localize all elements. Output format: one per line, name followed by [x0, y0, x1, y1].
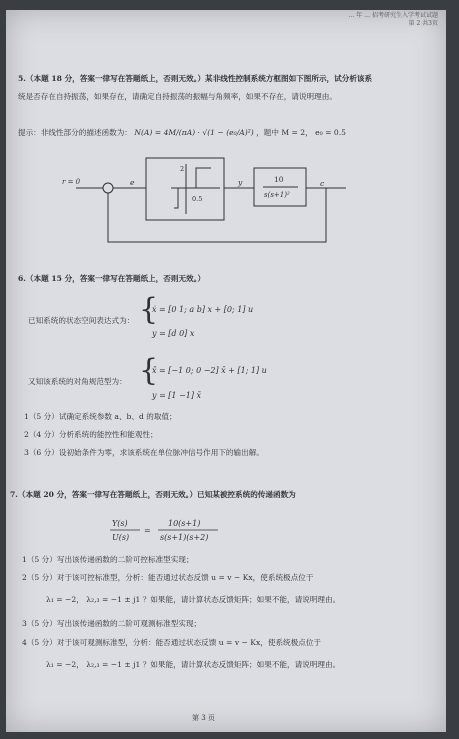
- plant-numerator: 10: [274, 175, 284, 184]
- q6-canon-eq2: y = [1 −1] x̄: [152, 391, 202, 400]
- error-label: e: [130, 178, 135, 187]
- relay-output-label: y: [238, 178, 243, 187]
- q7-item-2: 2（5 分）对于该可控标准型，分析：能否通过状态反馈 u = v − Kx，使系统极点位于: [22, 573, 314, 582]
- q7-item-4: 4（5 分）对于该可观测标准型，分析：能否通过状态反馈 u = v − Kx，使系统极点位于: [22, 638, 322, 647]
- q5-line2: 统是否存在自持振荡，如果存在，请确定自持振荡的振幅与角频率，如果不存在，请说明理由。: [18, 92, 337, 101]
- q5-hint: [18, 128, 346, 138]
- q6-item-3: 3（6 分）设初始条件为零，求该系统在单位脉冲信号作用下的输出解。: [24, 448, 264, 457]
- header-title: … 年 … 招考研究生入学考试试题: [348, 12, 438, 19]
- q6-canon-label: 又知该系统的对角规范型为：: [28, 377, 127, 386]
- exam-page: [6, 10, 446, 732]
- q7-tf-left-den: U(s): [112, 533, 130, 542]
- q7-item-2-cont: λ₁ = −2， λ₂,₃ = −1 ± j1 ？如果能，请计算状态反馈矩阵；如果不能，请说明理由。: [46, 595, 341, 604]
- q7-tf-num: 10(s+1): [168, 519, 201, 528]
- q7-item-3: 3（5 分）写出该传递函数的二阶可观测标准型实现；: [22, 619, 202, 628]
- input-label: r = 0: [62, 178, 81, 186]
- q7-heading: 7.（本题 20 分，答案一律写在答题纸上，否则无效。）已知某被控系统的传递函数为: [10, 490, 296, 499]
- output-label: c: [320, 179, 325, 188]
- q6-state-brace: {: [139, 292, 159, 327]
- q6-item-2: 2（4 分）分析系统的能控性和能观性；: [24, 430, 158, 439]
- block-diagram: [6, 150, 446, 260]
- q6-canon-brace: {: [139, 353, 159, 388]
- q6-state-label: 已知系统的状态空间表达式为：: [28, 316, 135, 325]
- q6-state-eq2: y = [d 0] x: [152, 329, 195, 338]
- q7-item-1: 1（5 分）写出该传递函数的二阶可控标准型实现；: [22, 555, 194, 564]
- q7-item-4-cont: λ₁ = −2， λ₂,₃ = −1 ± j1 ？如果能，请计算状态反馈矩阵；如果不能，请说明理由。: [46, 660, 341, 669]
- q5-formula: N(A) = 4M/(πA) · √(1 − (e₀/A)²): [134, 128, 254, 137]
- q6-item-1: 1（5 分）试确定系统参数 a、b、d 的取值；: [24, 412, 177, 421]
- page-header: [348, 12, 438, 28]
- q7-tf-equals: =: [144, 526, 151, 535]
- q6-state-eq1: ẋ = [0 1; a b] x + [0; 1] u: [152, 305, 254, 314]
- q7-tf-left-num: Y(s): [112, 519, 128, 528]
- q6-canon-eq1: x̄̇ = [−1 0; 0 −2] x̄ + [1; 1] u: [152, 366, 267, 375]
- q6-heading: 6.（本题 15 分，答案一律写在答题纸上，否则无效。）: [18, 274, 206, 283]
- q5-hint-prefix: 提示：非线性部分的描述函数为：: [18, 128, 132, 137]
- header-page: 第 2 共3页: [408, 20, 438, 27]
- q7-transfer-function: [106, 510, 326, 550]
- relay-dead-zone: 0.5: [192, 195, 203, 203]
- relay-level: 2: [180, 165, 185, 173]
- q7-tf-den: s(s+1)(s+2): [160, 533, 209, 542]
- q5-heading: 5.（本题 18 分，答案一律写在答题纸上，否则无效。）某非线性控制系统方框图如下图所示，试分析该系: [18, 74, 373, 83]
- plant-denominator: s(s+1)²: [264, 191, 290, 199]
- page-footer: 第 3 页: [192, 714, 215, 722]
- q5-given: ，题中 M = 2， e₀ = 0.5: [256, 128, 346, 137]
